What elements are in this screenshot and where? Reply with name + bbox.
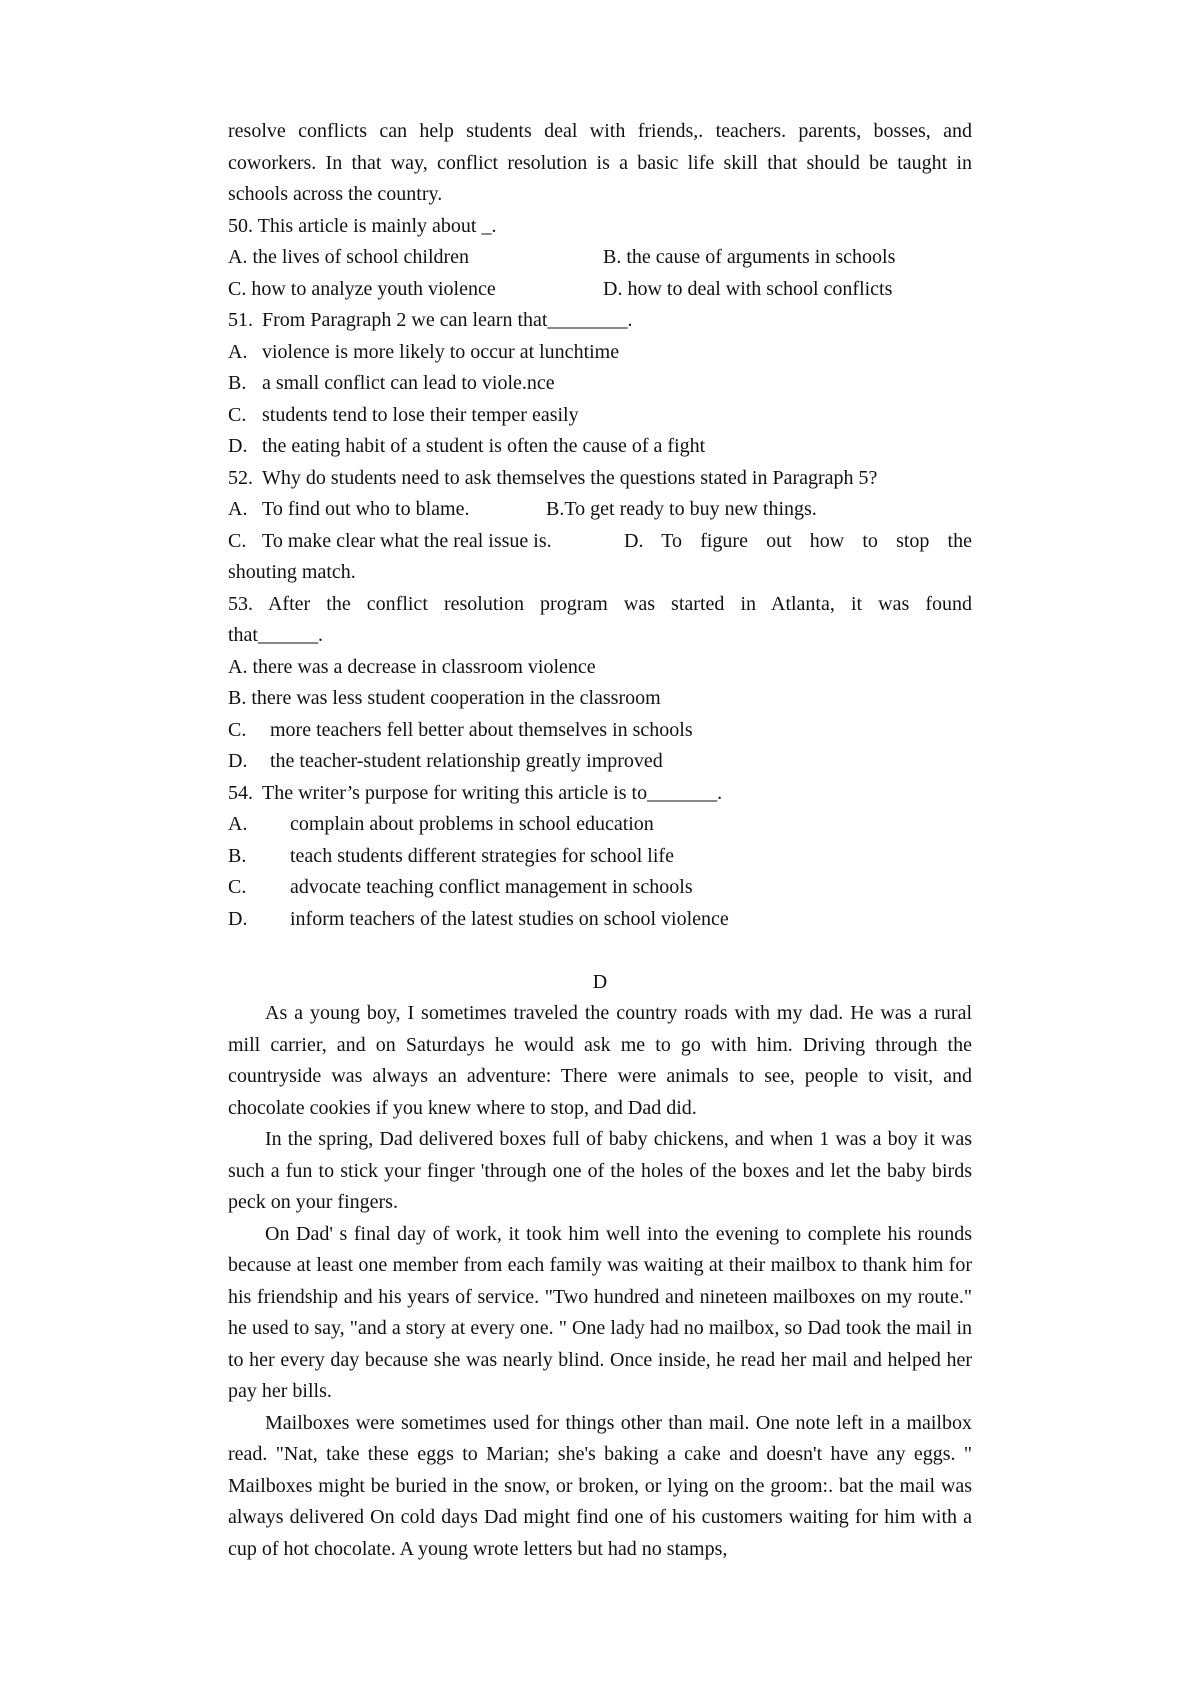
option-d [228,904,972,936]
intro-line: coworkers. In that way, conflict resolution is a basic life skill that should be taught in [228,151,972,174]
passage-paragraph: In the spring, Dad delivered boxes full of baby chickens, and when 1 was a boy it was such a fun to stick your finger 'through one of the holes of the boxes and let the baby birds peck on your fingers. [228,1128,972,1213]
question-text: The writer’s purpose for writing this article is to_______. [262,781,723,804]
option-b [228,683,972,715]
question-51 [228,305,972,463]
intro-line: resolve conflicts can help students deal with friends,. teachers. parents, bosses, and [228,120,972,142]
option-letter: C. [228,718,247,741]
option-letter: C. [228,529,247,552]
question-stem [228,463,972,495]
option-c [228,715,972,747]
option-row [228,242,972,274]
question-text: From Paragraph 2 we can learn that________. [262,309,633,331]
option-text: advocate teaching conflict management in schools [290,876,693,898]
option-letter: A. [228,655,248,678]
option-row [228,494,972,526]
passage-paragraph: On Dad' s final day of work, it took him well into the evening to complete his rounds because at least one member from each family was waiting at their mailbox to thank him for his friendship and his years of service. "Two hundred and nineteen mailboxes on my route." he used to say, "and a story at every one. " One lady had no mailbox, so Dad took the mail in to her every day because she was nearly blind. Once inside, he read her mail and helped her pay her bills. [228,1222,972,1402]
option-c [228,526,624,558]
section-heading: D [592,970,608,993]
option-text: teach students different strategies for school life [290,844,674,867]
option-letter: A. [228,813,248,835]
option-text: there was less student cooperation in the classroom [251,687,661,709]
option-letter: A. [228,340,248,363]
section-d [228,967,972,1566]
document-content [228,116,972,1565]
intro-line: schools across the country. [228,183,443,205]
option-text: the teacher-student relationship greatly improved [270,750,663,772]
option-row [228,274,972,306]
option-text: violence is more likely to occur at lunchtime [262,340,620,363]
question-number: 54. [228,781,253,804]
option-b [228,841,972,873]
question-53 [228,589,972,778]
question-stem [228,778,972,810]
question-54 [228,778,972,936]
option-a [228,652,972,684]
option-a [228,809,972,841]
option-d: D. how to deal with school conflicts [603,277,893,300]
option-d: D. To figure out how to stop the [624,529,972,552]
option-text: complain about problems in school education [290,813,654,835]
option-b: B. the cause of arguments in schools [603,246,896,268]
option-c [228,872,972,904]
intro-paragraph [228,116,972,211]
option-d-continued: shouting match. [228,561,356,583]
option-text: a small conflict can lead to viole.nce [262,372,555,394]
option-letter: D. [228,750,248,772]
option-letter: B. [228,687,247,709]
question-stem: 53. After the conflict resolution program was started in Atlanta, it was found [228,592,972,615]
question-52 [228,463,972,589]
option-letter: A. [228,498,248,520]
question-stem-continued: that______. [228,624,323,646]
option-letter: B. [228,372,247,394]
option-text: there was a decrease in classroom violence [252,655,596,678]
section-gap [228,935,972,967]
question-number: 51. [228,309,253,331]
option-text: more teachers fell better about themselves in schools [270,718,693,741]
option-d [228,746,972,778]
option-row [228,526,972,558]
passage-paragraph: As a young boy, I sometimes traveled the country roads with my dad. He was a rural mill carrier, and on Saturdays he would ask me to go with him. Driving through the countryside was always an adventure: There were animals to see, people to visit, and chocolate cookies if you knew where to stop, and Dad did. [228,1002,972,1119]
question-stem [228,305,972,337]
option-c [228,400,972,432]
option-letter: C. [228,403,247,426]
passage [228,998,972,1565]
question-text: Why do students need to ask themselves the questions stated in Paragraph 5? [262,466,878,489]
option-letter: D. [228,907,248,930]
option-a [228,337,972,369]
option-letter: B. [228,844,247,867]
option-a: To find out who to blame. [262,498,470,520]
option-a: A. the lives of school children [228,246,470,268]
question-number: 52. [228,466,253,489]
option-letter: D. [228,435,248,457]
option-text: students tend to lose their temper easily [262,403,579,426]
option-d [228,431,972,463]
question-stem: 50. This article is mainly about _. [228,214,497,237]
option-text: To make clear what the real issue is. [262,529,552,552]
passage-paragraph: Mailboxes were sometimes used for things other than mail. One note left in a mailbox read. "Nat, take these eggs to Marian; she's baking a cake and doesn't have any eggs. " Mailboxes might be buried in the snow, or broken, or lying on the groom:. bat the mail was always delivered On cold days Dad might find one of his customers waiting for him with a cup of hot chocolate. A young wrote letters but had no stamps, [228,1411,972,1560]
option-text: inform teachers of the latest studies on school violence [290,907,729,930]
option-b [228,368,972,400]
option-text: the eating habit of a student is often the cause of a fight [262,435,706,457]
option-letter: C. [228,876,247,898]
question-50 [228,211,972,306]
option-b: B.To get ready to buy new things. [546,498,817,520]
option-c: C. how to analyze youth violence [228,277,496,300]
